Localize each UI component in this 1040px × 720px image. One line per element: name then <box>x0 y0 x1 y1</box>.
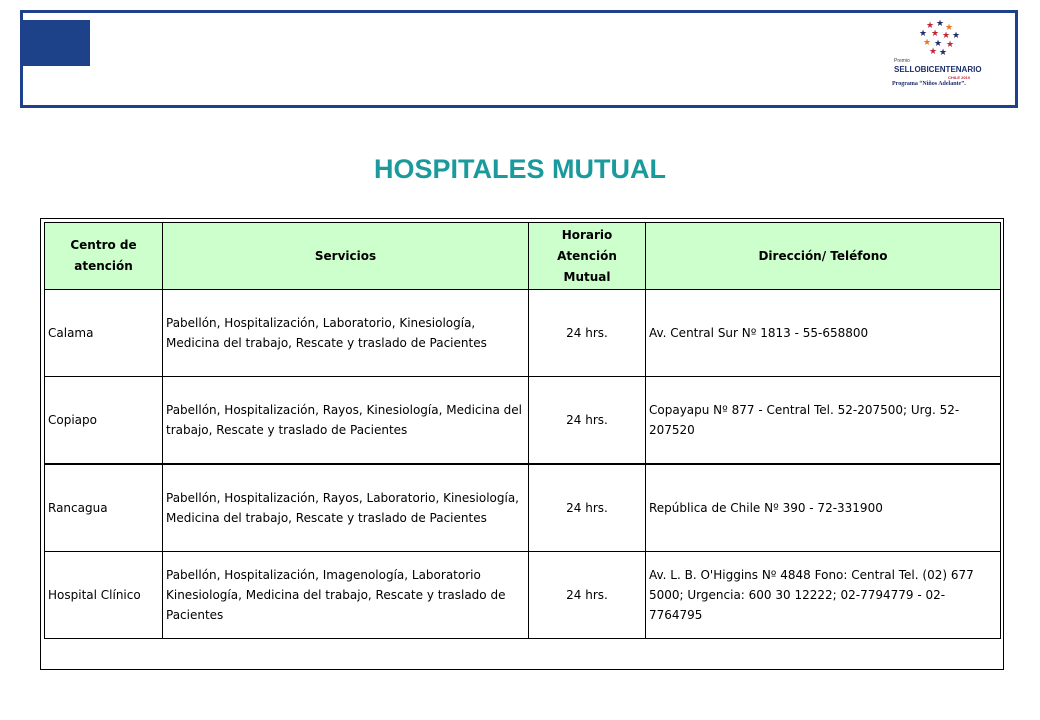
page-title: HOSPITALES MUTUAL <box>374 154 666 184</box>
svg-text:★: ★ <box>930 29 940 39</box>
cell-horario: 24 hrs. <box>529 377 646 465</box>
cell-direccion: República de Chile Nº 390 - 72-331900 <box>646 464 1001 552</box>
header-servicios: Servicios <box>163 223 529 290</box>
header-centro: Centro de atención <box>45 223 163 290</box>
svg-text:★: ★ <box>933 39 943 49</box>
cell-direccion: Av. Central Sur Nº 1813 - 55-658800 <box>646 290 1001 377</box>
table-row <box>45 552 1001 639</box>
svg-text:★: ★ <box>941 31 951 41</box>
table-row <box>45 464 1001 552</box>
cell-servicios: Pabellón, Hospitalización, Imagenología, Laboratorio Kinesiología, Medicina del trabajo, Rescate y traslado de Pacientes <box>163 552 529 639</box>
header-horario: Horario Atención Mutual <box>529 223 646 290</box>
svg-text:★: ★ <box>922 38 932 48</box>
sello-name-label: SELLOBICENTENARIO <box>894 65 982 74</box>
sello-programa-label: Programa “Niños Adelante”. <box>892 81 966 87</box>
header-banner <box>20 10 1018 108</box>
sello-chile-label: CHILE 2010 <box>948 75 971 80</box>
cell-servicios: Pabellón, Hospitalización, Rayos, Laboratorio, Kinesiología, Medicina del trabajo, Rescate y traslado de Pacientes <box>163 464 529 552</box>
svg-text:★: ★ <box>928 47 938 57</box>
svg-text:★: ★ <box>945 40 955 50</box>
cell-servicios: Pabellón, Hospitalización, Rayos, Kinesiología, Medicina del trabajo, Rescate y traslado de Pacientes <box>163 377 529 465</box>
cell-centro: Rancagua <box>45 464 163 552</box>
table-header-row <box>45 223 1001 290</box>
table-row <box>45 290 1001 377</box>
svg-text:★: ★ <box>944 23 954 33</box>
svg-text:★: ★ <box>918 29 928 39</box>
cell-horario: 24 hrs. <box>529 464 646 552</box>
bbva-logo <box>22 20 90 66</box>
svg-text:★: ★ <box>951 31 961 41</box>
cell-centro: Hospital Clínico <box>45 552 163 639</box>
table-row <box>45 377 1001 465</box>
cell-horario: 24 hrs. <box>529 552 646 639</box>
cell-direccion: Av. L. B. O'Higgins Nº 4848 Fono: Central Tel. (02) 677 5000; Urgencia: 600 30 12222; 02-7794779 - 02-7764795 <box>646 552 1001 639</box>
svg-text:★: ★ <box>925 21 935 31</box>
cell-direccion: Copayapu Nº 877 - Central Tel. 52-207500; Urg. 52-207520 <box>646 377 1001 465</box>
header-direccion: Dirección/ Teléfono <box>646 223 1001 290</box>
svg-text:★: ★ <box>935 19 945 29</box>
svg-text:★: ★ <box>938 48 948 58</box>
sello-premio-label: Premio <box>894 58 910 64</box>
cell-horario: 24 hrs. <box>529 290 646 377</box>
cell-centro: Copiapo <box>45 377 163 465</box>
hospitals-table <box>44 222 1001 639</box>
cell-servicios: Pabellón, Hospitalización, Laboratorio, Kinesiología, Medicina del trabajo, Rescate y traslado de Pacientes <box>163 290 529 377</box>
cell-centro: Calama <box>45 290 163 377</box>
